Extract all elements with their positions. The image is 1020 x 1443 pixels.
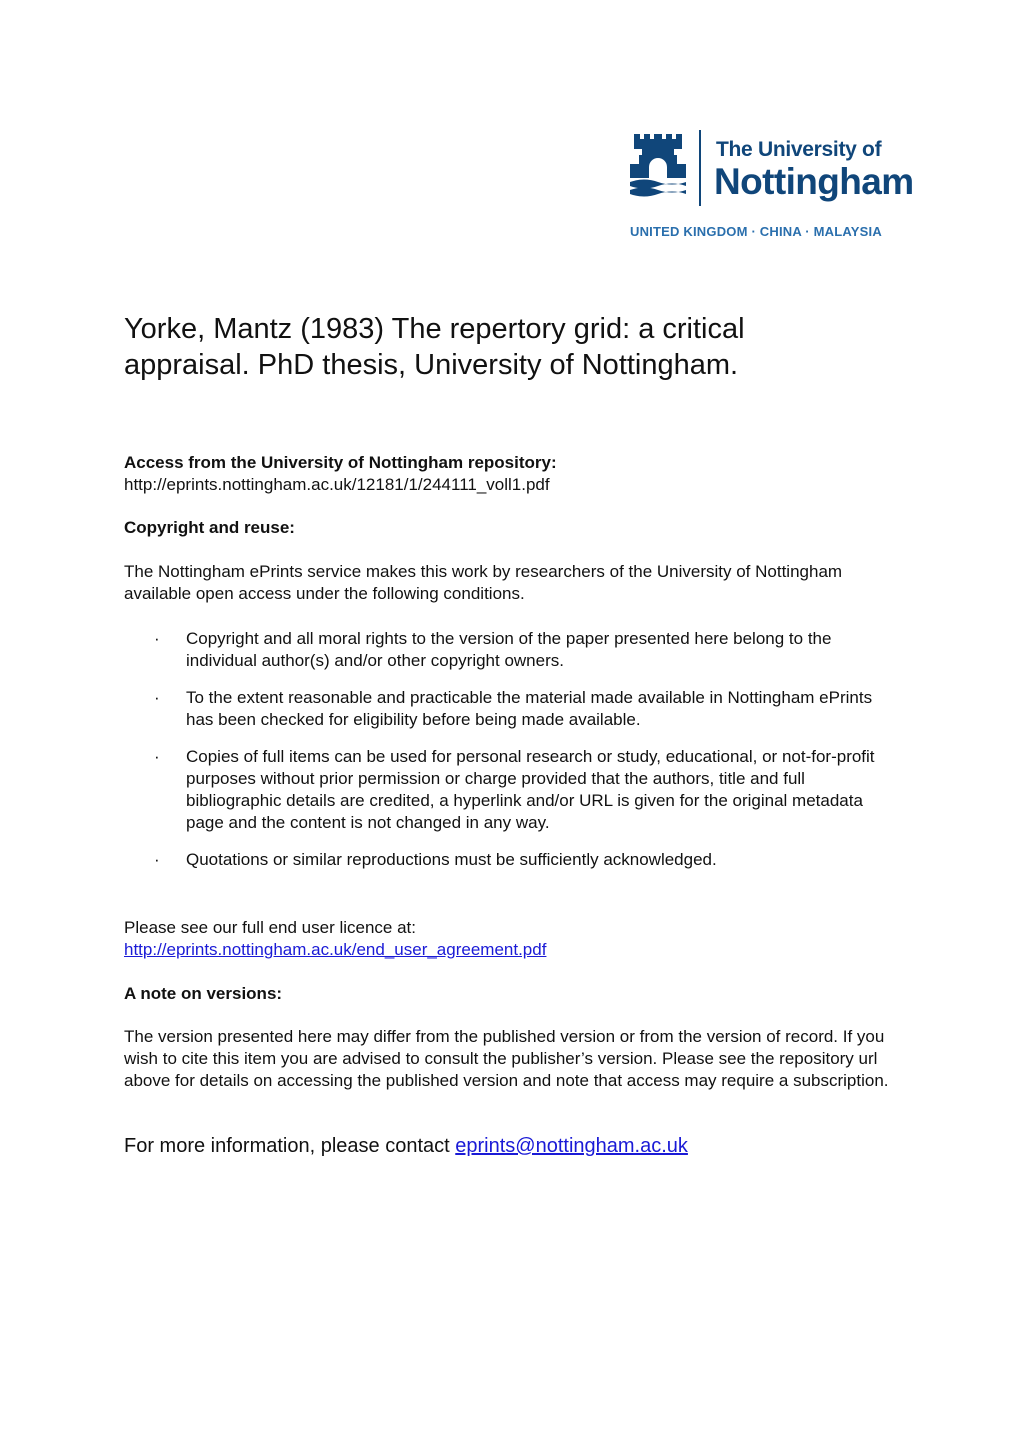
licence-link[interactable]: http://eprints.nottingham.ac.uk/end_user_agreement.pdf	[124, 940, 547, 959]
condition-text: Copyright and all moral rights to the version of the paper presented here belong to the individual author(s) and/or other copyright owners.	[186, 629, 832, 670]
conditions-list	[124, 628, 884, 871]
castle-crest-icon	[630, 134, 686, 198]
list-item	[124, 849, 884, 871]
condition-text: Quotations or similar reproductions must be sufficiently acknowledged.	[186, 850, 717, 869]
logo-university-text: The University of	[716, 138, 882, 161]
condition-text: Copies of full items can be used for personal research or study, educational, or not-for-profit purposes without prior permission or charge provided that the authors, title and full bibliographic details are credited, a hyperlink and/or URL is given for the original metadata page and the content is not changed in any way.	[186, 747, 875, 832]
bullet-symbol: ·	[154, 850, 160, 869]
contact-text: For more information, please contact	[124, 1135, 456, 1157]
repository-url: http://eprints.nottingham.ac.uk/12181/1/244111_voll1.pdf	[124, 475, 550, 494]
logo-regions-text: UNITED KINGDOM · CHINA · MALAYSIA	[630, 224, 882, 239]
licence-section	[124, 917, 899, 961]
bullet-symbol: ·	[154, 688, 160, 707]
bullet-symbol: ·	[154, 747, 160, 766]
copyright-intro: The Nottingham ePrints service makes this work by researchers of the University of Nottingham available open access under the following conditions.	[124, 562, 843, 603]
document-title: Yorke, Mantz (1983) The repertory grid: a critical appraisal. PhD thesis, University of Nottingham.	[124, 313, 745, 381]
bullet-symbol: ·	[154, 629, 160, 648]
access-section	[124, 452, 899, 496]
copyright-heading: Copyright and reuse:	[124, 518, 295, 537]
contact-email-link[interactable]: eprints@nottingham.ac.uk	[455, 1135, 688, 1157]
versions-text: The version presented here may differ from the published version or from the version of record. If you wish to cite this item you are advised to consult the publisher’s version. Please see the repository url above for details on accessing the published version and note that access may require a subscription.	[124, 1027, 889, 1090]
access-heading: Access from the University of Nottingham repository:	[124, 453, 557, 472]
list-item	[124, 746, 884, 834]
licence-text: Please see our full end user licence at:	[124, 918, 417, 937]
contact-line	[124, 1134, 688, 1158]
versions-heading: A note on versions:	[124, 984, 283, 1003]
condition-text: To the extent reasonable and practicable the material made available in Nottingham ePrints has been checked for eligibility before being made available.	[186, 688, 873, 729]
logo-nottingham-text: Nottingham	[714, 161, 914, 202]
list-item	[124, 687, 884, 731]
logo-divider	[699, 130, 701, 206]
list-item	[124, 628, 884, 672]
university-logo	[630, 128, 914, 240]
